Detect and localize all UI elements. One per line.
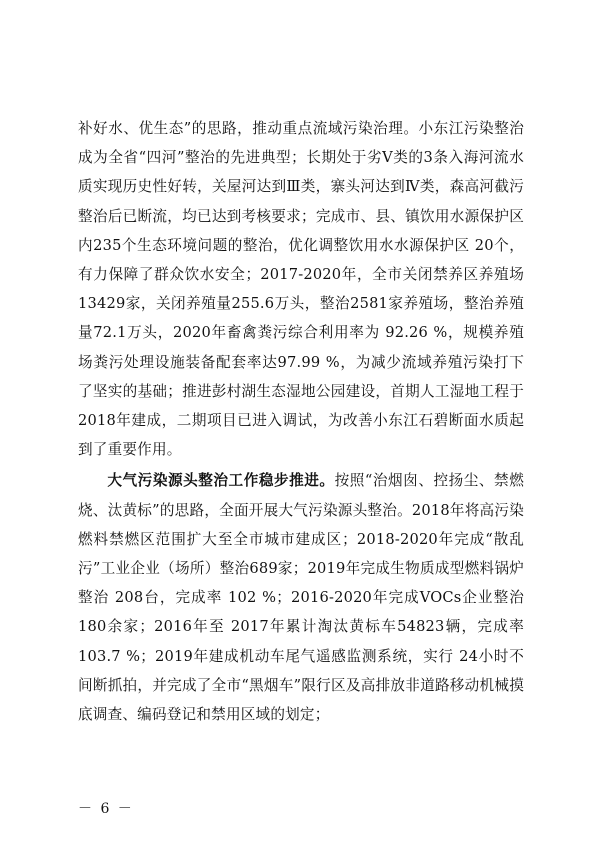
paragraph-body-text: 按照“治烟囱、控扬尘、禁燃烧、汰黄标”的思路，全面开展大气污染源头整治。2018年将高污染燃料禁燃区范围扩大至全市城市建成区；2018-2020年完成“散乱污”工业企业（场所）整治689家；2019年完成生物质成型燃料锅炉整治 208台，完成率 102 %；2016-2020年完成VOCs企业整治 180余家；2016年至 2017年累计淘汰黄标车54823辆，完成率 103.7 %；2019年建成机动车尾气遥感监测系统，实行 24小时不间断抓拍，并完成了全市“黑烟车”限行区及高排放非道路移动机械摸底调查、编码登记和禁用区域的划定；	[78, 472, 524, 724]
page-number: － 6 －	[78, 801, 134, 817]
paragraph-lead-heading: 大气污染源头整治工作稳步推进。	[107, 472, 335, 490]
paragraph-air-pollution	[78, 466, 524, 729]
document-body	[78, 114, 524, 729]
paragraph-water-pollution: 补好水、优生态”的思路，推动重点流域污染治理。小东江污染整治成为全省“四河”整治的先进典型；长期处于劣Ⅴ类的3条入海河流水质实现历史性好转，关屋河达到Ⅲ类，寨头河达到Ⅳ类，森高河截污整治后已断流，均已达到考核要求；完成市、县、镇饮用水源保护区内235个生态环境问题的整治，优化调整饮用水水源保护区 20个，有力保障了群众饮水安全；2017-2020年，全市关闭禁养区养殖场13429家，关闭养殖量255.6万头，整治2581家养殖场，整治养殖量72.1万头，2020年畜禽粪污综合利用率为 92.26 %，规模养殖场粪污处理设施装备配套率达97.99 %，为减少流域养殖污染打下了坚实的基础；推进彭村湖生态湿地公园建设，首期人工湿地工程于 2018年建成，二期项目已进入调试，为改善小东江石碧断面水质起到了重要作用。	[78, 120, 524, 459]
